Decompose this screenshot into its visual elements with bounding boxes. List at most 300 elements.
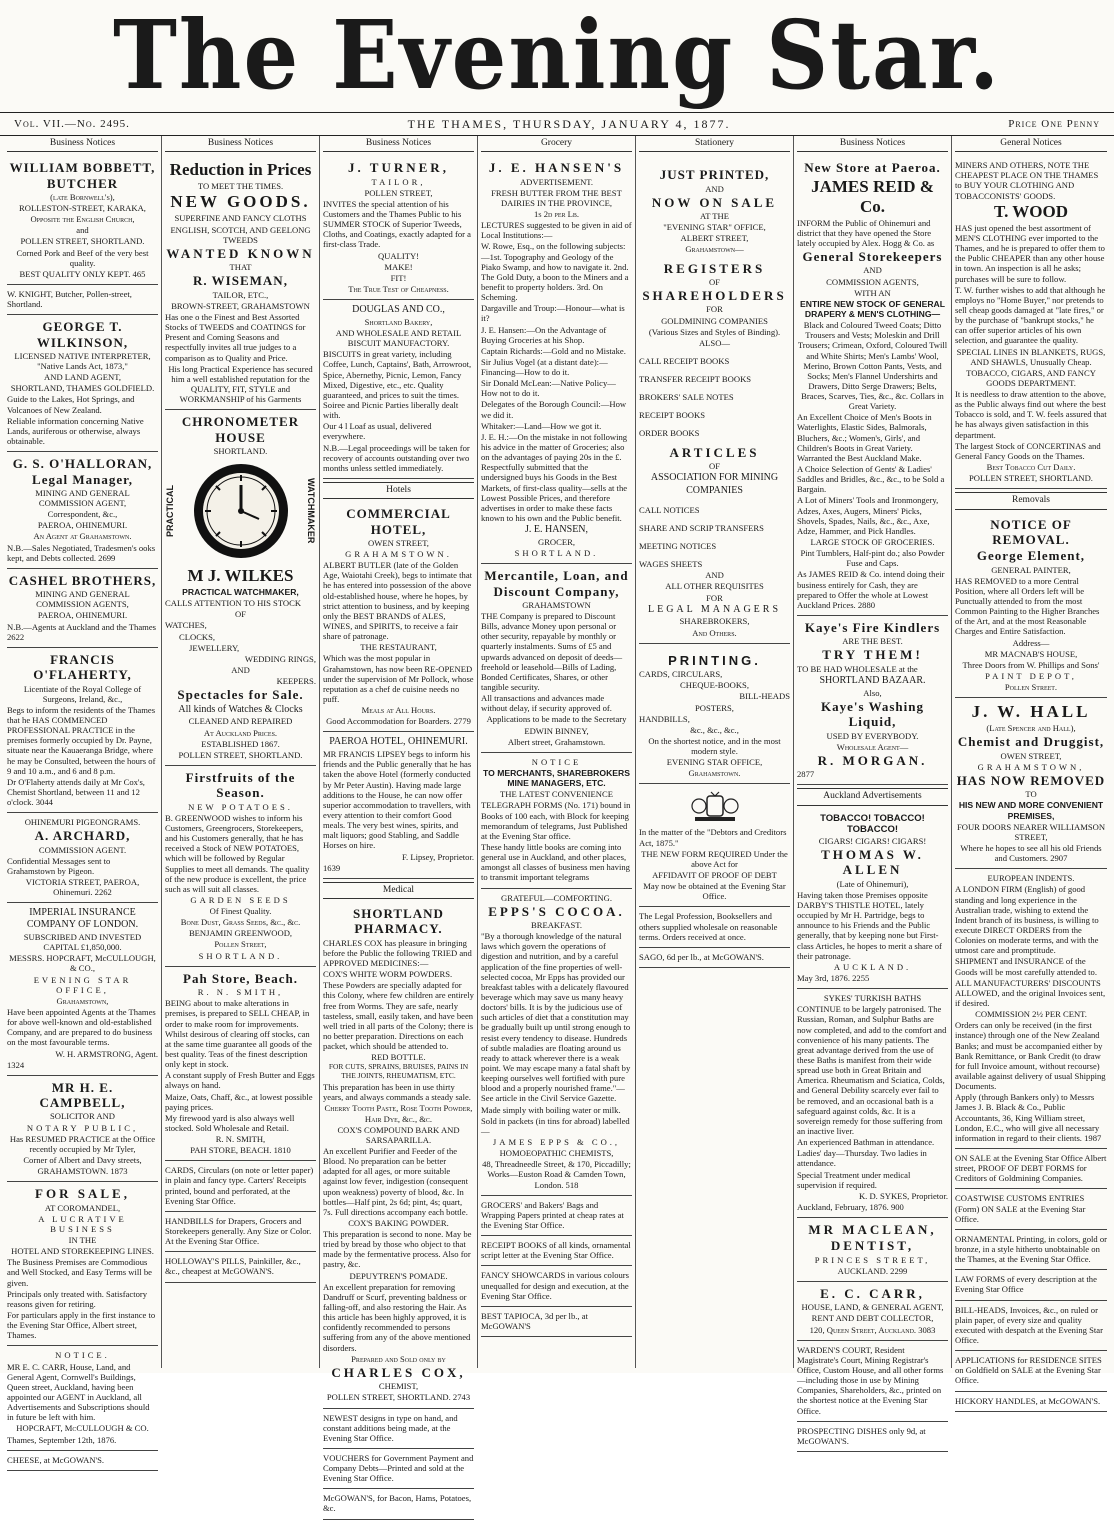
- ad-line: Whitaker:—Land—How we got it.: [481, 420, 602, 431]
- ad-line: DEPUYTREN'S POMADE.: [349, 1270, 448, 1281]
- ad-line: 48, Threadneedle Street, & 170, Piccadilly; Works—Euston Road & Camden Town, London. 518: [482, 1159, 631, 1190]
- ad-line: HANDBILLS for Drapers, Grocers and Storekeepers generally. Any Size or Color. At the Evening Star Office.: [165, 1215, 312, 1247]
- ad-line: EDWIN BINNEY,: [524, 725, 589, 736]
- ad-line: It is needless to draw attention to the above, as the Public always find out where the best Tobacco is sold, and T. W. feels assured that he has always given satisfaction in this department.: [955, 389, 1107, 440]
- ad-line: ALBERT BUTLER (late of the Golden Age, Waiotahi Creek), begs to intimate that he has entered into possession of the above old-established house, where he hopes, by strict attention to business, and by keeping only the BEST BRANDS of ALES, WINES, and SPIRITS, to receive a fair share of patronage.: [323, 560, 473, 642]
- ad-ohalloran: [7, 452, 158, 569]
- ad-line: The Legal Profession, Booksellers and others supplied wholesale on reasonable terms. Orders received at once.: [639, 911, 778, 942]
- ad-line: F. Lipsey, Proprietor.: [401, 851, 474, 862]
- ad-line: Have been appointed Agents at the Thames for above well-known and old-established Company, and are prepared to do business on the most favourable terms.: [7, 1006, 156, 1048]
- ad-line: POLLEN STREET, SHORTLAND.: [969, 473, 1093, 484]
- ad-line: SUPERFINE AND FANCY CLOTHS: [174, 213, 307, 224]
- ad-line: Sir Donald McLean:—Native Policy—How not to do it.: [481, 378, 616, 399]
- ad-line: ARE THE BEST.: [842, 636, 903, 647]
- ad-wilkes: [165, 410, 316, 766]
- ad-line: Thames, September 12th, 1876.: [7, 1434, 117, 1445]
- ad-line: Reliable information concerning Native Lands, auriferous or otherwise, always obtainable.: [7, 415, 144, 447]
- ad-line: W. H. ARMSTRONG, Agent.: [55, 1048, 158, 1059]
- ad-line: LECTURES suggested to be given in aid of Local Institutions:—: [481, 220, 632, 241]
- ad-line: Pollen Street.: [1004, 682, 1058, 693]
- ad-line: ALL OTHER REQUISITES: [665, 581, 764, 592]
- ad-line: CHARLES COX has pleasure in bringing before the Public the following TRIED and APPROVED MEDICINES:—: [323, 937, 472, 968]
- ad-campbell: [7, 1076, 158, 1183]
- ad-line: CLOCKS,: [179, 631, 216, 642]
- ad-line: POLLEN STREET, SHORTLAND. 2743: [326, 1392, 471, 1403]
- ad-line: TAILOR,: [371, 176, 426, 187]
- ad-line: FOR: [706, 304, 723, 315]
- ad-jw-hall: [955, 698, 1107, 869]
- ad-line: R. WISEMAN,: [193, 273, 288, 289]
- ad-line: Opposite the English Church,: [30, 214, 135, 225]
- ad-headline: DOUGLAS AND CO.,: [352, 304, 445, 316]
- ad-line: COMMISSION 2½ PER CENT.: [975, 1009, 1087, 1020]
- ad-line: REGISTERS: [663, 260, 766, 276]
- clock-icon: [191, 461, 291, 561]
- ad-line: McGOWAN'S, for Bacon, Hams, Potatoes, &c.: [323, 1493, 472, 1514]
- ad-line: ASSOCIATION FOR MINING: [650, 472, 779, 484]
- ad-line: FIT!: [390, 272, 407, 283]
- ad-line: OF: [235, 609, 246, 620]
- ad-line: BROKERS' SALE NOTES: [639, 392, 734, 403]
- ad-line: FOUR DOORS NEARER WILLIAMSON STREET,: [956, 821, 1106, 842]
- ad-line: An experienced Bathman in attendance.: [797, 1137, 935, 1148]
- ad-line: LAW FORMS of every description at the Evening Star Office: [955, 1274, 1097, 1295]
- ad-line: &c., &c., &c.,: [690, 724, 739, 735]
- ad-headline: PRINTING.: [668, 652, 761, 668]
- ad-line: J. E. H.:—On the mistake in not following his advice in the matter of Groceries; also on the advantages of paying 20s in the £. Respectfully submitted that the undersigned buys his Goods in the Best Markets, of first-class quality—sells at the Lowest Possible Prices, and therefore advertises in order to make these facts known to his own and the Public benefit.: [481, 431, 628, 524]
- ad-line: Corned Pork and Beef of the very best quality.: [16, 247, 149, 268]
- ad-line: SOLICITOR AND: [49, 1111, 115, 1122]
- ad-line: R. N. SMITH,: [197, 987, 284, 998]
- ad-line: NEW POTATOES.: [188, 801, 293, 812]
- ad-line: 1324: [7, 1059, 25, 1070]
- ad-line: APPLICATIONS for RESIDENCE SITES on Goldfield on SALE at the Evening Star Office.: [955, 1355, 1102, 1386]
- ad-line: Begs to inform the residents of the Thames that he HAS COMMENCED PROFESSIONAL PRACTICE in the premises formerly occupied by Dr. Payne, situate near the Kauaeranga Bridge, where he may be Consulted, between the hours of 9 and 10 a.m., and 6 and 8 p.m.: [7, 704, 156, 776]
- ad-line: COMMISSION AGENTS,: [826, 276, 919, 287]
- ad-line: BREAKFAST.: [530, 920, 582, 931]
- ad-line: Three Doors from W. Phillips and Sons': [962, 659, 1100, 670]
- ad-line: AT COROMANDEL,: [44, 1202, 121, 1213]
- columns: [0, 136, 1114, 1514]
- ad-line: WITH AN: [854, 287, 891, 298]
- ad-headline: J. TURNER,: [348, 160, 449, 176]
- ad-line: FOR CUTS, SPRAINS, BRUISES, PAINS IN THE JOINTS, RHEUMATISM, ETC.: [328, 1062, 469, 1081]
- ad-line: Licentiate of the Royal College of Surgeons, Ireland, &c.,: [23, 683, 142, 704]
- ad-line: THE Company is prepared to Discount Bills, advance Money upon personal or other security, repayable by monthly or quarterly instalments. Sums of £5 and upwards advanced on deposit of deeds—freehold or leasehold—Bills of Lading, Bonded Certificates, Shares, or other tangible security.: [481, 611, 623, 693]
- ad-line: A LONDON FIRM (English) of good standing and long experience in the Australian trade, wishing to extend the Indent branch of its business, is willing to execute DIRECT ORDERS from the Colonies on moderate terms, and with the utmost care and promptitude.: [955, 884, 1099, 956]
- ad-handbills: [165, 1212, 316, 1252]
- ad-line: CHEMIST,: [378, 1381, 419, 1392]
- ad-line: Address—: [1012, 637, 1050, 648]
- ad-line: N.B.—Sales Negotiated, Tradesmen's ooks kept, and Debts collected. 2699: [7, 542, 156, 563]
- ad-law-forms: [955, 1270, 1107, 1300]
- ad-line: HAS just opened the best assortment of MEN'S CLOTHING ever imported to the Thames, and he is prepared to offer them to the Public CHEAPER than any other house in town. An inspection is all he asks; purchases will be sure to follow.: [955, 222, 1105, 284]
- column-2-head: Business Notices: [165, 136, 316, 152]
- ad-line: JAMES REID & Co.: [811, 176, 934, 216]
- ad-legal-profession: [639, 907, 790, 947]
- ad-line: FOR: [706, 592, 723, 603]
- volume-number: Vol. VII.—No. 2495.: [14, 118, 130, 130]
- ad-line: Black and Coloured Tweed Coats; Ditto Trousers and Vests; Moleskin and Drill Trousers; Crimean, Oxford, Coloured Twill and White Shirts; Men's Lambs' Wool, Merino, Brown Cotton Pants, Vests, and Socks; Men's Flannel Undershirts and Drawers, Ditto Serge Drawers; Belts, Braces, Scarves, Ties, &c., &c. Collars in Great Variety.: [797, 320, 948, 412]
- ad-line: George Element,: [976, 548, 1086, 564]
- ad-line: Of Finest Quality.: [209, 906, 272, 917]
- ad-line: POLLEN STREET, SHORTLAND.: [20, 236, 145, 247]
- column-7-head: General Notices: [955, 136, 1107, 152]
- column-4-head: Grocery: [481, 136, 632, 152]
- ad-headline: G. S. O'HALLORAN, Legal Manager,: [12, 456, 153, 487]
- ad-line: Auckland, February, 1876. 900: [797, 1201, 904, 1212]
- ad-line: SHAREHOLDERS: [642, 288, 787, 304]
- ad-line: POLLEN STREET, SHORTLAND.: [178, 749, 303, 760]
- ad-george-element: [955, 513, 1107, 699]
- ad-notice-carr: [7, 1346, 158, 1450]
- ad-line: 2877: [797, 769, 815, 780]
- ad-line: Pint Tumblers, Half-pint do.; also Powder Fuse and Caps.: [800, 548, 945, 569]
- ad-line: Confidential Messages sent to Grahamstown by Pigeon.: [7, 855, 111, 876]
- ad-line: COMPANIES: [686, 484, 743, 496]
- ad-line: Having taken those Premises opposite DARBY'S THISTLE HOTEL, lately occupied by Mr H. Partridge, begs to announce to his Friends and the Public generally, that by keeping none but First-class Articles, he hopes to merit a share of their patronage.: [797, 889, 942, 961]
- ad-headline: Mercantile, Loan, and Discount Company,: [484, 568, 629, 599]
- ad-line: SHIPMENT and INSURANCE of the Goods will be most carefully attended to.: [955, 956, 1098, 977]
- ad-line: J. E. Hansen:—On the Advantage of Buying Groceries at his Shop.: [481, 324, 607, 345]
- ad-line: GRAHAMSTOWN. 1873: [37, 1166, 128, 1177]
- ad-line: LEGAL MANAGERS: [647, 603, 781, 615]
- ad-line: HAS NOW REMOVED: [956, 773, 1106, 788]
- ad-line: These handy little books are coming into general use in Auckland, and other places, amongst all classes of business men having to transmit important telegrams: [481, 842, 630, 883]
- ad-line: NEW GOODS.: [170, 192, 311, 212]
- ad-line: 1s 2d per Lb.: [533, 208, 580, 219]
- ad-line: KEEPERS.: [276, 676, 316, 687]
- ad-line: CHEQUE-BOOKS,: [680, 680, 749, 691]
- ad-line: CALL RECEIPT BOOKS: [639, 355, 730, 366]
- ad-line: BEST TAPIOCA, 3d per lb., at McGOWAN'S: [481, 1310, 588, 1331]
- ad-line: Also,: [863, 687, 882, 698]
- ad-line: OF: [709, 276, 720, 287]
- ad-line: COX'S COMPOUND BARK AND SARSAPARILLA.: [337, 1124, 460, 1145]
- ad-line: His long Practical Experience has secured him a well established reputation for the QUALITY, FIT, STYLE and WORKMANSHIP of his Garments: [168, 363, 313, 405]
- ad-line: VICTORIA STREET, PAEROA, Ohinemuri. 2262: [25, 877, 140, 898]
- ad-line: Sir Julius Vogel (at a distant date):—Financing—How to do it.: [481, 356, 608, 378]
- ad-line: 1639: [323, 862, 341, 873]
- ad-line: SAGO, 6d per lb., at McGOWAN'S.: [639, 951, 764, 962]
- ad-line: A LUCRATIVE BUSINESS: [38, 1213, 127, 1234]
- ad-line: (Late Spencer and Hall),: [986, 723, 1076, 734]
- ad-line: POLLEN STREET,: [364, 187, 433, 198]
- ad-line: WEDDING RINGS,: [244, 653, 316, 664]
- ad-oflaherty: [7, 648, 158, 813]
- ad-line: "EVENING STAR" OFFICE,: [663, 222, 766, 233]
- ad-line: TRANSFER RECEIPT BOOKS: [639, 374, 752, 385]
- ad-epps-cocoa: [481, 889, 632, 1196]
- ad-imperial-insurance: [7, 903, 158, 1075]
- ad-line: N.B.—Legal proceedings will be taken for recovery of accounts outstanding over two months unless settled immediately.: [323, 442, 470, 473]
- ad-headline: GRATEFUL—COMFORTING.: [501, 892, 612, 903]
- column-6: [794, 136, 952, 1446]
- ad-line: Grahamstown.: [688, 768, 741, 779]
- ad-line: MESSRS. HOPCRAFT, McCULLOUGH, & CO.,: [9, 953, 156, 974]
- ad-line: FRESH BUTTER FROM THE BEST DAIRIES IN THE PROVINCE,: [491, 187, 622, 208]
- ad-line: BILL-HEADS: [739, 691, 790, 702]
- ad-line: (Late of Ohinemuri),: [836, 878, 909, 889]
- ad-line: AUCKLAND.: [833, 961, 912, 972]
- ad-headline: GEORGE T. WILKINSON,: [36, 319, 129, 350]
- ad-turner: [323, 156, 474, 300]
- ad-hansen: [481, 156, 632, 564]
- ad-line: GROCER,: [537, 536, 575, 547]
- ad-line: SHAREBROKERS,: [679, 616, 750, 627]
- ad-kayes-kindlers: [797, 616, 948, 785]
- ad-line: GRAHAMSTOWN: [522, 599, 591, 610]
- ad-line: CHARLES COX,: [331, 1364, 466, 1380]
- column-3-head: Business Notices: [323, 136, 474, 152]
- ad-line: WAGES SHEETS: [639, 559, 703, 570]
- column-5-head: Stationery: [639, 136, 790, 152]
- ad-line: A Lot of Miners' Tools and Ironmongery, Adzes, Axes, Augers, Miners' Picks, Shovels, Spades, Nails, &c., &c., Axe, Adze, Hammer, and Pick Handles.: [797, 495, 939, 536]
- ad-line: HIS NEW AND MORE CONVENIENT PREMISES,: [958, 800, 1104, 821]
- column-7: [952, 136, 1110, 1406]
- ad-receipt-books: [481, 1236, 632, 1266]
- ad-line: Chemist and Druggist,: [957, 734, 1105, 750]
- ad-line: ALSO—: [698, 337, 731, 348]
- ad-line: ALBERT STREET,: [680, 233, 749, 244]
- ad-line: THE LATEST CONVENIENCE: [500, 789, 613, 800]
- ad-headline: A. ARCHARD,: [34, 828, 131, 844]
- ad-line: K. D. SYKES, Proprietor.: [858, 1190, 948, 1201]
- ad-headline: J. E. HANSEN'S: [488, 160, 625, 176]
- ad-line: INVITES the special attention of his Customers and the Thames Public to his SUMMER STOCK of Superior Tweeds, Cloths, and Coatings, exactly adapted for a first-class Trade.: [323, 198, 471, 250]
- ad-line: GRAHAMSTOWN,: [977, 761, 1085, 772]
- ad-headline: EUROPEAN INDENTS.: [987, 873, 1075, 884]
- ad-line: May 3rd, 1876. 2255: [797, 972, 870, 983]
- ad-thomas-allen: [797, 809, 948, 990]
- ad-line: TO: [1025, 789, 1037, 800]
- ad-line: Has one o the Finest and Best Assorted Stocks of TWEEDS and COATINGS for Present and Coming Seasons and respectfully invites all true judges to a comparison as to Quality and Price.: [165, 311, 306, 363]
- ad-just-printed: [639, 156, 790, 644]
- ad-line: HOMOEOPATHIC CHEMISTS,: [499, 1148, 614, 1159]
- ad-shortland-pharmacy: [323, 902, 474, 1408]
- ad-line: This preparation has been in use thirty years, and always commands a steady sale.: [323, 1082, 471, 1103]
- ad-line: J. E. HANSEN,: [524, 524, 589, 536]
- ad-headline: PAEROA HOTEL, OHINEMURI.: [329, 736, 468, 748]
- ad-line: TELEGRAPH FORMS (No. 171) bound in Books of 100 each, with Block for keeping memorandum of telegrams, Just Published at the Evening Star office.: [481, 800, 631, 841]
- ad-line: PAEROA, OHINEMURI.: [37, 610, 128, 621]
- ad-line: PAH STORE, BEACH. 1810: [190, 1145, 291, 1156]
- ad-line: LICENSED NATIVE INTERPRETER, "Native Lands Act, 1873,": [14, 350, 151, 372]
- ad-line: Spectacles for Sale.: [177, 687, 304, 703]
- ad-line: MEETING NOTICES: [639, 540, 717, 551]
- ad-line: WANTED KNOWN: [166, 245, 315, 261]
- ad-line: COX'S BAKING POWDER.: [348, 1217, 449, 1228]
- ad-line: DENTIST,: [830, 1238, 915, 1254]
- ad-line: WARDEN'S COURT, Resident Magistrate's Court, Mining Registrar's Office, Custom House, and all other forms—including those in use by Mining Companies, Shareholders, &c., printed on the shortest notice at the Evening Star Office.: [797, 1344, 944, 1416]
- ad-line: Has RESUMED PRACTICE at the Office recently occupied by Mr Tyler,: [9, 1133, 156, 1154]
- ad-archard: [7, 813, 158, 903]
- ad-line: SHORTLAND.: [514, 548, 599, 559]
- ad-line: CLEANED AND REPAIRED: [188, 716, 293, 727]
- ad-line: COX'S WHITE WORM POWDERS.: [323, 969, 453, 980]
- ad-line: BILL-HEADS, Invoices, &c., on ruled or plain paper, of every size and quality executed with despatch at the Evening Star Office.: [955, 1304, 1103, 1345]
- ad-ornamental: [955, 1230, 1107, 1270]
- ad-line: Shortland Bakery,: [364, 316, 433, 327]
- ad-headline: E. C. CARR,: [820, 1286, 925, 1301]
- ad-headline: CASHEL BROTHERS,: [8, 572, 157, 588]
- ad-line: IN THE: [68, 1235, 97, 1246]
- ad-line: GROCERS' and Bakers' Bags and Wrapping Papers printed at cheap rates at the Evening Star Office.: [481, 1199, 624, 1230]
- ad-line: BEST QUALITY ONLY KEPT. 465: [19, 268, 146, 279]
- ad-line: ORDER BOOKS: [639, 428, 700, 439]
- ad-headline: SYKES' TURKISH BATHS: [823, 993, 922, 1004]
- vertical-label-left: PRACTICAL: [165, 485, 175, 537]
- ad-line: AND WHOLESALE AND RETAIL BISCUIT MANUFACTORY.: [335, 328, 462, 349]
- ad-newest-designs: [323, 1409, 474, 1449]
- place-date: THE THAMES, THURSDAY, JANUARY 4, 1877.: [407, 116, 731, 131]
- clock-illustration: [165, 457, 316, 565]
- ad-line: OWEN STREET,: [368, 537, 429, 548]
- ad-line: SHORTLAND.: [213, 445, 268, 456]
- ad-cards: [165, 1161, 316, 1212]
- ad-line: Applications to be made to the Secretary: [486, 714, 627, 725]
- ad-line: TRY THEM!: [822, 647, 923, 663]
- ad-headline: COMMERCIAL HOTEL,: [346, 506, 451, 537]
- ad-line: An excellent preparation for removing Dandruff or Scurf, preventing baldness or falling-off, and also restoring the Hair. As this article has been highly approved, it is confidently recommended to persons suffering from any of the above mentioned disorders.: [323, 1281, 471, 1353]
- ad-mercantile-loan: [481, 564, 632, 753]
- ad-line: In the matter of the "Debtors and Creditors Act, 1875.": [639, 827, 787, 848]
- ad-line: OHINEMURI PIGEONGRAMS.: [24, 817, 141, 828]
- ad-line: GENERAL PAINTER,: [991, 564, 1071, 575]
- ad-line: Sold in packets (in tins for abroad) labelled—: [481, 1115, 630, 1136]
- ad-headline: Reduction in Prices: [169, 160, 312, 180]
- ad-line: ARTICLES: [669, 444, 760, 460]
- ad-line: GARDEN SEEDS: [190, 894, 291, 905]
- ad-line: MR FRANCIS LIPSEY begs to inform his friends and the Public generally that he has taken the above Hotel (formerly conducted by Mr Peter Austin). Having made large additions to the House, he can now offer superior accommodation to travellers, with every attention to their comfort Good meals. The very best wines, spirits, and malt liquors; good Stabling, and Saddle Horses on hire.: [323, 749, 472, 851]
- ad-fancy-showcards: [481, 1266, 632, 1306]
- column-1: [4, 136, 162, 1465]
- ad-line: MINING AND GENERAL COMMISSION AGENT,: [35, 487, 130, 508]
- ad-line: and: [76, 225, 89, 236]
- ad-line: Wholesale Agent—: [836, 741, 909, 752]
- ad-line: MINERS AND OTHERS, NOTE THE CHEAPEST PLACE ON THE THAMES to BUY YOUR CLOTHING AND TOBACCONISTS' GOODS.: [955, 160, 1099, 201]
- ad-line: These Powders are specially adapted for this Colony, where few children are entirely free from Worms. They are safe, nearly tasteless, small, easily taken, and have been well tried in all parts of the Colony; there is no better preparation. Directions on each packet, which should be attended to.: [323, 980, 474, 1052]
- ad-line: BROWN-STREET, GRAHAMSTOWN: [171, 300, 310, 311]
- ad-headline: NOTICE.: [55, 1350, 110, 1361]
- ad-line: INFORM the Public of Ohinemuri and district that they have opened the Store lately occupied by Alex. Hogg & Co. as: [797, 217, 935, 248]
- ad-line: Dr O'Flaherty attends daily at Mr Cox's, Chemist Shortland, between 11 and 12 o'clock. 3044: [7, 776, 145, 808]
- ad-line: NOW ON SALE: [651, 194, 778, 210]
- ad-sykes-baths: [797, 989, 948, 1218]
- ad-line: TO MEET THE TIMES.: [197, 181, 284, 192]
- ad-line: MAKE!: [384, 261, 413, 272]
- ad-line: SHORTLAND.: [198, 950, 283, 961]
- section-medical: Medical: [323, 882, 474, 899]
- ad-line: Best Tobacco Cut Daily.: [986, 462, 1076, 473]
- vertical-label-right: WATCHMAKER: [306, 478, 316, 544]
- ad-line: ALL MANUFACTURERS' DISCOUNTS ALLOWED, and the original Invoices sent, if desired.: [955, 977, 1106, 1008]
- ad-line: PAINT DEPOT,: [985, 670, 1077, 681]
- ad-line: Guide to the Lakes, Hot Springs, and Volcanoes of New Zealand.: [7, 394, 135, 415]
- ad-line: GOLDMINING COMPANIES: [661, 315, 768, 326]
- ad-line: VOUCHERS for Government Payment and Company Debts—Printed and sold at the Evening Star Office.: [323, 1452, 474, 1484]
- ad-line: GRAHAMSTOWN.: [345, 548, 452, 559]
- ad-line: Principals only treated with. Satisfactory reasons given for retiring.: [7, 1288, 148, 1309]
- ad-headline: NOTICE OF REMOVAL.: [990, 516, 1072, 547]
- ad-line: WATCHES,: [165, 620, 207, 631]
- ad-line: RECEIPT BOOKS of all kinds, ornamental script letter at the Evening Star Office.: [481, 1240, 631, 1261]
- ad-line: Grahamstown—: [685, 244, 744, 255]
- ad-line: RECEIPT BOOKS: [639, 410, 705, 421]
- ad-line: QUALITY!: [377, 250, 420, 261]
- ad-line: SHARE AND SCRIP TRANSFERS: [639, 522, 764, 533]
- ad-paeroa-hotel: [323, 732, 474, 878]
- ad-applications: [955, 1351, 1107, 1391]
- ad-line: AFFIDAVIT OF PROOF OF DEBT: [652, 870, 777, 881]
- ad-line: CIGARS! CIGARS! CIGARS!: [818, 835, 927, 846]
- ad-knight: [7, 285, 158, 315]
- ad-line: At Auckland Prices.: [203, 727, 278, 738]
- ad-line: SUBSCRIBED AND INVESTED CAPITAL £1,850,000.: [23, 931, 142, 953]
- ad-printing: [639, 644, 790, 785]
- ad-line: Orders can only be received (in the first instance) through one of the New Zealand Banks; and must be accompanied either by Bank Remittance, or Bank Credit (to draw for full Invoice amount, without recourse) available against delivery of usual Shipping Documents.: [955, 1020, 1106, 1092]
- ad-line: MR E. C. CARR, House, Land, and General Agent, Cornwell's Buildings, Queen street, Auckland, having been appointed our AGENT in Auckland, all Advertisements and Subscriptions should in future be left with him.: [7, 1361, 150, 1423]
- ad-line: SHORTLAND, THAMES GOLDFIELD.: [10, 383, 155, 394]
- ad-line: HANDBILLS,: [639, 713, 690, 724]
- ad-line: THE RESTAURANT,: [360, 642, 437, 653]
- ad-line: An excellent Purifier and Feeder of the Blood. No preparation can be better adapted for all ages, or more suitable against low fever, indigestion (consequent upon weakness) poverty of blood, &c. In bottles—Half pint, 2s 6d; pint, 4s; quart, 7s. Full directions accompany each bottle.: [323, 1145, 468, 1217]
- ad-proof-of-debt: [955, 1149, 1107, 1189]
- ad-line: PROSPECTING DISHES only 9d, at McGOWAN'S.: [797, 1425, 926, 1446]
- ad-line: Maize, Oats, Chaff, &c., at lowest possible paying prices.: [165, 1091, 313, 1112]
- ad-line: Correspondent, &c.,: [47, 509, 118, 520]
- ad-vouchers: [323, 1449, 474, 1489]
- ad-line: Cherry Tooth Paste, Rose Tooth Powder, Hair Dye, &c., &c.: [324, 1103, 473, 1124]
- ad-line: CARDS, CIRCULARS,: [639, 669, 723, 680]
- column-4: [478, 136, 636, 1368]
- ad-line: AUCKLAND. 2299: [837, 1265, 908, 1276]
- ad-line: R. N. SMITH,: [215, 1134, 266, 1145]
- ad-line: CALL NOTICES: [639, 504, 700, 515]
- ad-commercial-hotel: [323, 502, 474, 732]
- ad-line: ADVERTISEMENT.: [519, 176, 594, 187]
- ad-line: "By a thorough knowledge of the natural laws which govern the operations of digestion and nutrition, and by a careful application of the fine properties of well-selected cocoa, Mr Epps has provided our breakfast tables with a delicately flavoured beverage which may save us many heavy doctors' bills. It is by the judicious use of such articles of diet that a constitution may be gradually built up until strong enough to resist every tendency to disease. Hundreds of subtle maladies are floating around us ready to attack wherever there is a weak point. We may escape many a fatal shaft by keeping ourselves well fortified with pure blood and a properly nourished frame."—See article in the Civil Service Gazette.: [481, 931, 631, 1104]
- ad-line: TOBACCO, CIGARS, AND FANCY GOODS DEPARTMENT.: [966, 367, 1096, 388]
- price: Price One Penny: [1008, 118, 1100, 130]
- ad-line: All transactions and advances made without delay, if security approved of.: [481, 693, 612, 714]
- ad-line: MR MACNAB'S HOUSE,: [984, 648, 1078, 659]
- ad-line: PAEROA, OHINEMURI.: [37, 520, 128, 531]
- ad-line: TO BE HAD WHOLESALE at the: [797, 663, 918, 674]
- ad-line: B. GREENWOOD wishes to inform his Customers, Greengrocers, Storekeepers, and his Customers generally, that he has received a Stock of NEW POTATOES, which will be followed by Regular Supplies to meet all demands. The quality of the new produce is excellent, the price such as will suit all classes.: [165, 812, 310, 894]
- ad-coastwise: [955, 1189, 1107, 1229]
- ad-line: AND: [705, 183, 724, 194]
- ad-line: COMMISSION AGENT.: [38, 844, 127, 855]
- ad-line: EPPS'S COCOA.: [488, 903, 625, 919]
- ad-holloway: [165, 1252, 316, 1282]
- ad-line: And Others.: [692, 627, 737, 638]
- ad-line: Corner of Albert and Davy streets,: [23, 1155, 142, 1166]
- ad-line: RED BOTTLE.: [371, 1052, 426, 1063]
- ad-wiseman: [165, 156, 316, 410]
- ad-headline: SHORTLAND PHARMACY.: [353, 906, 444, 937]
- ad-line: NOTARY PUBLIC,: [26, 1122, 139, 1133]
- ad-hickory: [955, 1392, 1107, 1412]
- ad-t-wood: [955, 156, 1107, 489]
- dateline: [0, 112, 1114, 136]
- ad-headline: WILLIAM BOBBETT, BUTCHER: [9, 160, 156, 191]
- ad-line: Grahamstown,: [56, 995, 109, 1006]
- ad-headline: Firstfruits of the Season.: [185, 770, 296, 801]
- column-6-head: Business Notices: [797, 136, 948, 152]
- ad-headline: New Store at Paeroa.: [804, 160, 941, 176]
- ad-james-reid: [797, 156, 948, 616]
